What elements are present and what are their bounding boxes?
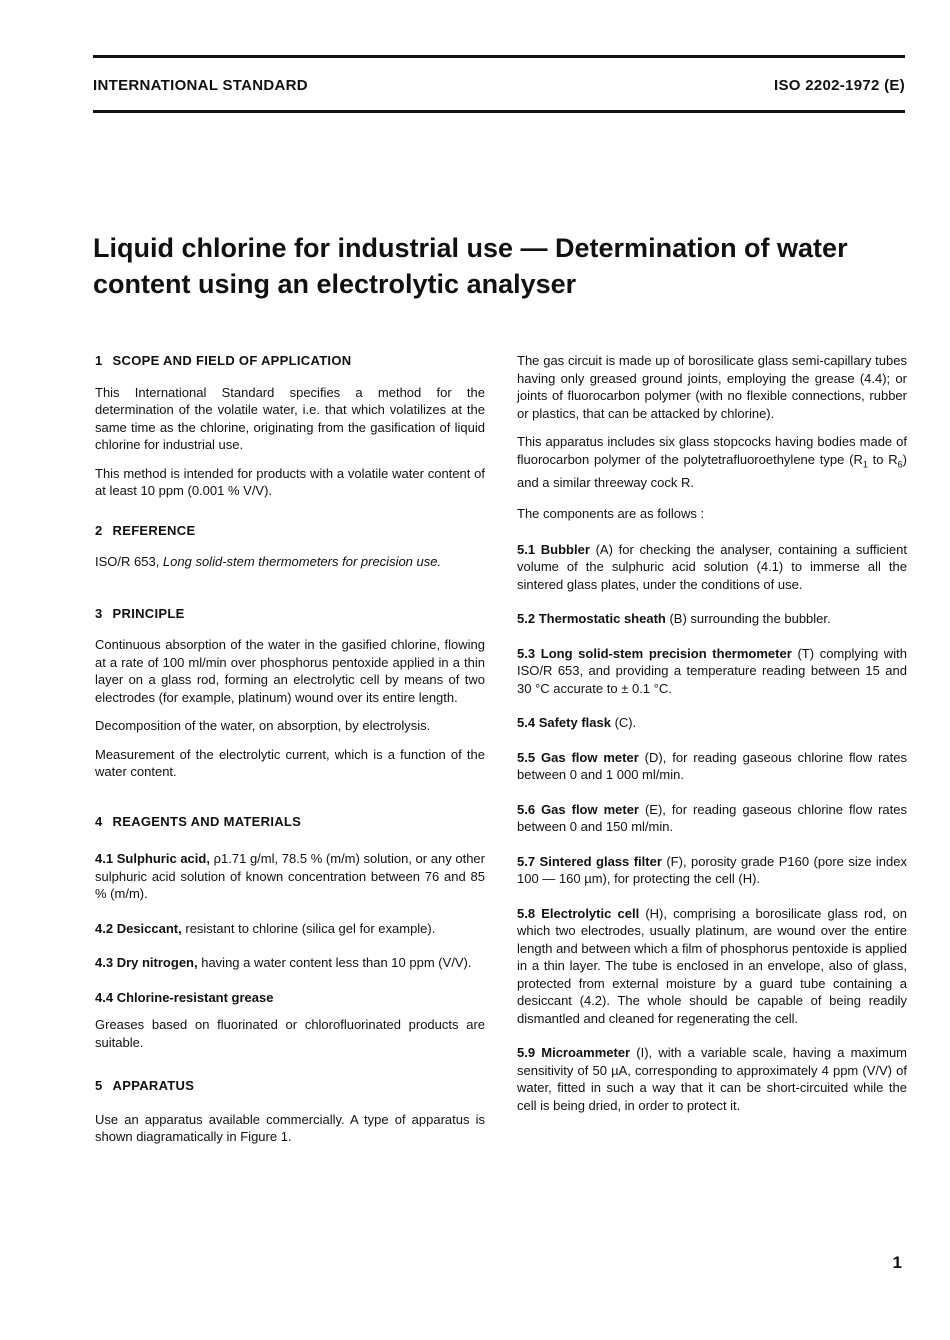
item-name: Bubbler (540, 541, 590, 557)
component-item (517, 801, 907, 836)
section-principle (95, 605, 485, 781)
item-number: 5.3 (517, 645, 536, 661)
item-number: 4.4 (95, 989, 114, 1005)
component-text (517, 714, 907, 732)
component-item (517, 905, 907, 1028)
reagent-item (95, 920, 485, 938)
component-text (517, 645, 907, 698)
component-text (517, 853, 907, 888)
reagent-text (95, 920, 485, 938)
paragraph: Continuous absorption of the water in the gasified chlorine, flowing at a rate of 100 ml/min over phosphorus pentoxide applied in a thin layer on a glass rod, forming an electrolytic cell by means of two electrodes (for example, platinum) wound over its entire length. (95, 637, 485, 705)
paragraph: The gas circuit is made up of borosilicate glass semi-capillary tubes having only greased ground joints, employing the grease (4.4); or joints of fluorocarbon polymer (with no flexible connections, rubber or plastics, that can be attacked by chlorine). (517, 353, 907, 421)
item-name: Gas flow meter (541, 801, 639, 817)
header-bottom-rule (93, 110, 905, 113)
item-number: 5.8 (517, 905, 536, 921)
section-reference (95, 522, 485, 571)
section-number: 3 (95, 605, 103, 621)
item-description: Greases based on fluorinated or chlorofluorinated products are suitable. (95, 1017, 485, 1050)
section-heading (95, 522, 485, 540)
paragraph: Measurement of the electrolytic current, which is a function of the water content. (95, 746, 485, 779)
section-title: SCOPE AND FIELD OF APPLICATION (112, 353, 352, 368)
document-title: Liquid chlorine for industrial use — Determination of water content using an electrolytic analyser (93, 233, 848, 299)
section-heading (95, 813, 485, 831)
section-number: 5 (95, 1078, 103, 1093)
paragraph: Decomposition of the water, on absorption, by electrolysis. (95, 718, 431, 733)
standard-type-label: INTERNATIONAL STANDARD (93, 77, 308, 94)
reagent-item (95, 850, 485, 903)
component-text (517, 801, 907, 836)
paragraph: The components are as follows : (517, 506, 705, 522)
item-name: Dry nitrogen, (116, 955, 198, 970)
item-name: Long solid-stem precision thermometer (540, 645, 792, 661)
reagent-item (95, 989, 485, 1052)
item-number: 4.2 (95, 920, 114, 936)
item-number: 4.1 (95, 851, 114, 866)
section-title: REAGENTS AND MATERIALS (112, 813, 302, 829)
reagent-heading (95, 989, 485, 1007)
item-number: 5.5 (517, 749, 536, 765)
text-run: ) and a similar threeway cock R. (517, 451, 907, 490)
item-name: Sulphuric acid, (116, 851, 210, 866)
component-text (517, 1044, 907, 1114)
reagent-item (95, 954, 485, 972)
page-number: 1 (892, 1253, 902, 1272)
item-name: Electrolytic cell (541, 905, 640, 921)
item-description: (I), with a variable scale, having a maximum sensitivity of 50 µA, corresponding to approximately 4 ppm (V/V) of water, fitted in such a way that it can be short-circuited while the cell is being dried, in order to protect it. (517, 1045, 907, 1113)
paragraph (517, 433, 907, 491)
section-number: 4 (95, 813, 103, 829)
right-column (517, 352, 907, 1131)
section-title: APPARATUS (112, 1078, 195, 1093)
item-name: Safety flask (538, 715, 611, 731)
component-item (517, 541, 907, 594)
component-text (517, 749, 907, 784)
reference-id: ISO/R 653, (95, 554, 163, 569)
paragraph: This International Standard specifies a method for the determination of the volatile water, i.e. that which volatilizes at the same time as the chlorine, originating from the gasification of liquid chlorine for industrial use. (95, 384, 485, 452)
subscript: 1 (862, 459, 868, 470)
reference-title: Long solid-stem thermometers for precision use. (162, 554, 442, 569)
component-text (517, 905, 907, 1028)
item-name: Thermostatic sheath (538, 611, 666, 627)
component-text (517, 541, 907, 594)
paragraph: Use an apparatus available commercially. A type of apparatus is shown diagramatically in Figure 1. (95, 1111, 485, 1144)
section-apparatus (95, 1077, 485, 1146)
reagent-text (95, 850, 485, 903)
item-name: Chlorine-resistant grease (116, 989, 274, 1005)
section-reagents (95, 813, 485, 1052)
item-number: 5.4 (517, 715, 536, 731)
item-description: (D), for reading gaseous chlorine flow rates between 0 and 1 000 ml/min. (517, 749, 907, 783)
item-description: (A) for checking the analyser, containing a sufficient volume of the sulphuric acid solution (4.1) to immerse all the sintered glass plates, under the conditions of use. (517, 541, 907, 592)
item-description: (F), porosity grade P160 (pore size index 100 — 160 µm), for protecting the cell (H). (517, 853, 907, 887)
section-heading (95, 1077, 485, 1095)
item-description: having a water content less than 10 ppm (V/V). (197, 955, 472, 970)
header-top-rule (93, 55, 905, 58)
subscript: 6 (897, 459, 903, 470)
component-item (517, 610, 907, 628)
item-number: 5.9 (517, 1045, 536, 1061)
item-name: Gas flow meter (540, 749, 639, 765)
section-title: REFERENCE (112, 522, 196, 538)
item-description: (B) surrounding the bubbler. (665, 611, 831, 627)
item-number: 4.3 (95, 955, 114, 970)
text-run: This apparatus includes six glass stopcocks having bodies made of fluorocarbon polymer of the polytetrafluoroethylene type (R (517, 434, 907, 467)
component-item (517, 853, 907, 888)
item-description: (H), comprising a borosilicate glass rod, on which two electrodes, usually platinum, are wound over the entire length and between which a film of phosphorus pentoxide is applied in a thin layer. The tube is enclosed in an envelope, also of glass, protected from external moisture by a guard tube containing a desiccant (4.2). The whole should be capable of being readily dismantled and cleaned for regenerating the cell. (517, 905, 907, 1026)
item-number: 5.7 (517, 853, 536, 869)
item-description: resistant to chlorine (silica gel for example). (181, 920, 436, 936)
item-name: Microammeter (541, 1045, 631, 1061)
component-item (517, 749, 907, 784)
component-text (517, 610, 907, 628)
section-number: 1 (95, 353, 103, 368)
item-name: Sintered glass filter (539, 853, 662, 869)
section-heading (95, 352, 485, 370)
section-scope (95, 352, 485, 500)
item-description: ρ1.71 g/ml, 78.5 % (m/m) solution, or any other sulphuric acid solution of known concentration between 76 and 85 % (m/m). (95, 851, 485, 901)
item-description: (T) complying with ISO/R 653, and providing a temperature reading between 15 and 30 °C accurate to ± 0.1 °C. (517, 645, 908, 696)
item-number: 5.2 (517, 611, 536, 627)
paragraph: This method is intended for products with a volatile water content of at least 10 ppm (0.001 % V/V). (95, 465, 485, 498)
section-heading (95, 605, 485, 623)
component-item (517, 1044, 907, 1114)
item-description: (E), for reading gaseous chlorine flow rates between 0 and 150 ml/min. (517, 801, 907, 835)
left-column (95, 352, 485, 1157)
item-description: (C). (610, 715, 637, 731)
section-title: PRINCIPLE (112, 605, 185, 621)
text-run: to R (867, 451, 898, 467)
item-number: 5.1 (517, 541, 536, 557)
section-number: 2 (95, 522, 103, 538)
paragraph (95, 553, 485, 571)
component-item (517, 645, 907, 698)
component-item (517, 714, 907, 732)
standard-number: ISO 2202-1972 (E) (773, 77, 905, 94)
reagent-text (95, 954, 485, 972)
item-name: Desiccant, (116, 920, 182, 936)
item-number: 5.6 (517, 801, 536, 817)
